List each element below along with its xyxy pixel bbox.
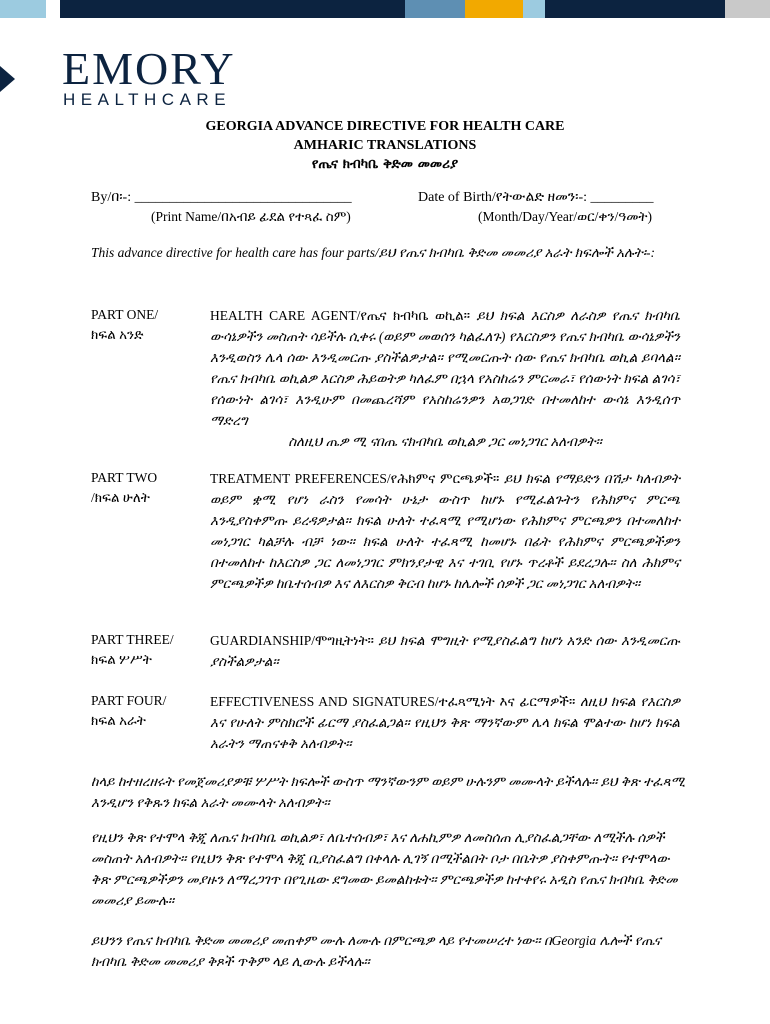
logo-emory: EMORY: [62, 43, 236, 94]
top-bar-segment: [523, 0, 545, 18]
part-heading: GUARDIANSHIP/ሞግዚትነት።: [210, 633, 374, 648]
part-label-am: ክፍል አንድ: [91, 327, 144, 342]
part-heading: HEALTH CARE AGENT/የጤና ክብካቤ ወኪል።: [210, 308, 471, 323]
paragraph-completion: ከላይ ከተዘረዘሩት የመጀመሪያዎቹ ሦሥት ክፍሎች ውስጥ ማንኛውንም ወይም ሁሉንም መሙላት ይችላሉ። ይህ ቅጽ ተፈጻሚ እንዲሆን የቅጹን ክፍል አራት መሙላት አለብዎት።: [91, 774, 686, 810]
date-of-birth-field[interactable]: Date of Birth/የትውልድ ዘመን፡-: _________: [418, 190, 654, 205]
top-bar-segment: [405, 0, 465, 18]
part-two-text: [210, 468, 680, 594]
part-one-label: [91, 305, 191, 345]
chevron-right-icon: [0, 66, 15, 92]
by-field[interactable]: By/በ፡-: _______________________________: [91, 190, 352, 205]
top-color-bar: [0, 0, 770, 18]
top-bar-segment: [46, 0, 60, 18]
part-four-text: [210, 691, 680, 754]
intro-text: This advance directive for health care has four parts/ይህ የጤና ክብካቤ ቅድመ መመሪያ አራት ክፍሎች አሉት፡-:: [91, 245, 655, 260]
part-body: ይህ ክፍል እርስዎ ለራስዎ የጤና ክብካቤ ውሳኔዎችን መስጠት ሳይችሉ ሲቀሩ (ወይም መወሰን ካልፈለጉ) የእርስዎን የጤና ክብካቤ ውሳኔዎችን እንዲወስን ሌላ ሰው እንዲመርጡ ያስችልዎታል። የሚመርጡት ሰው የጤና ክብካቤ ወኪል ይባላል። የጤና ክብካቤ ወኪልዎ እርስዎ ሕይወትዎ ካለፈም በኋላ የአስከሬን ምርመራ፣ የሰውነት ክፍል ልገሳ፣ የሰውነት ልገሳ፣ እንዲሁም በመጨረሻም የአስከሬንዎን አወጋገድ በተመለከተ ውሳኔ እንዲሰጥ ማድረግ: [210, 308, 681, 428]
top-bar-segment: [545, 0, 725, 18]
part-label-en: PART THREE/: [91, 632, 174, 647]
part-three-label: [91, 630, 191, 670]
document-title: [0, 117, 770, 174]
part-heading: TREATMENT PREFERENCES/የሕክምና ምርጫዎች።: [210, 471, 500, 486]
part-label-am: ክፍል አራት: [91, 713, 146, 728]
part-label-am: /ክፍል ሁለት: [91, 490, 150, 505]
part-label-am: ክፍል ሦሥት: [91, 652, 152, 667]
title-line-2: AMHARIC TRANSLATIONS: [293, 138, 477, 153]
top-bar-segment: [0, 0, 46, 18]
top-bar-segment: [465, 0, 523, 18]
title-line-3: የጤና ክብካቤ ቅድመ መመሪያ: [311, 156, 459, 172]
part-three-text: [210, 630, 680, 672]
part-one-text: [210, 305, 680, 452]
logo-healthcare: HEALTHCARE: [63, 90, 232, 109]
top-bar-segment: [60, 0, 405, 18]
title-line-1: GEORGIA ADVANCE DIRECTIVE FOR HEALTH CARE: [205, 119, 565, 134]
part-label-en: PART TWO: [91, 470, 158, 485]
part-body: ይህ ክፍል የማይድን በሽታ ካለብዎት ወይም ቋሚ የሆነ ራስን የመሳት ሁኔታ ውስጥ ከሆኑ የሚፈልጉትን የሕክምና ምርጫ እንዲያስቀምጡ ይረዳዎታል። ክፍል ሁለት ተፈጻሚ የሚሆነው የሕክምና ምርጫዎን በተመለከተ መነጋገር ካልቻሉ ብቻ ነው። ክፍል ሁለት ተፈጻሚ ከመሆኑ በፊት የሕክምና ምርጫዎችዎን በተመለከተ ከእርስዎ ጋር ለመነጋገር ምክንያታዊ እና ተገቢ የሆኑ ጥረቶች ይደረጋሉ። ስለ ሕክምና ምርጫዎችዎ ከቤተሰብዎ እና ለእርስዎ ቅርብ ከሆኑ ከሌሎች ሰዎች ጋር መነጋገር አለብዎት።: [210, 471, 680, 591]
print-name-hint: (Print Name/በአብይ ፊደል የተጻፈ ስም): [151, 209, 351, 224]
part-label-en: PART FOUR/: [91, 693, 167, 708]
part-label-en: PART ONE/: [91, 307, 159, 322]
part-body: ለዚህ ክፍል የእርስዎ እና የሁለት ምስክሮች ፊርማ ያስፈልጋል። የዚህን ቅጽ ማንኛውም ሌላ ክፍል ሞልተው ከሆነ ክፍል አራትን ማጠናቀቅ አለብዎት።: [210, 694, 681, 751]
paragraph-optional-use: ይህንን የጤና ክብካቤ ቅድመ መመሪያ መጠቀም ሙሉ ለሙሉ በምርጫዎ ላይ የተመሠረተ ነው። በGeorgia ሌሎች የጤና ክብካቤ ቅድመ መመሪያ ቅጾች ጥቅም ላይ ሊውሉ ይችላሉ።: [91, 933, 661, 969]
part-body: ይህ ክፍል ሞግዚት የሚያስፈልግ ከሆነ አንድ ሰው እንዲመርጡ ያስችልዎታል።: [210, 633, 680, 669]
part-heading: EFFECTIVENESS AND SIGNATURES/ተፈጻሚነት እና ፊርማዎች።: [210, 694, 576, 709]
part-body-last-line: ስለዚህ ጤዎ ሚ ናበጤ ናክብካቤ ወኪልዎ ጋር መነጋገር አለብዎት።: [288, 434, 602, 449]
part-two-label: [91, 468, 191, 508]
part-four-label: [91, 691, 191, 731]
top-bar-segment: [725, 0, 770, 18]
date-format-hint: (Month/Day/Year/ወር/ቀን/ዓመት): [478, 209, 653, 224]
paragraph-copies: የዚህን ቅጽ የተሞላ ቅጂ ለጤና ክብካቤ ወኪልዎ፣ ለቤተሰብዎ፣ እና ለሐኪምዎ ለመስሰጠ ሊያስፈልጋቸው ለሚችሉ ሰዎች መስጠት አለብዎት። የዚህን ቅጽ የተሞላ ቅጂ ቢያስፈልግ በቀላሉ ሊገኝ በሚችልበት ቦታ በቤትዎ ያስቀምጡት። የተሞላው ቅጽ ምርጫዎችዎን መያዙን ለማረጋገጥ በየጊዜው ደግመው ይመልከቱት። ምርጫዎችዎ ከተቀየሩ አዲስ የጤና ክብካቤ ቅድመ መመሪያ ይሙሉ።: [91, 830, 678, 908]
